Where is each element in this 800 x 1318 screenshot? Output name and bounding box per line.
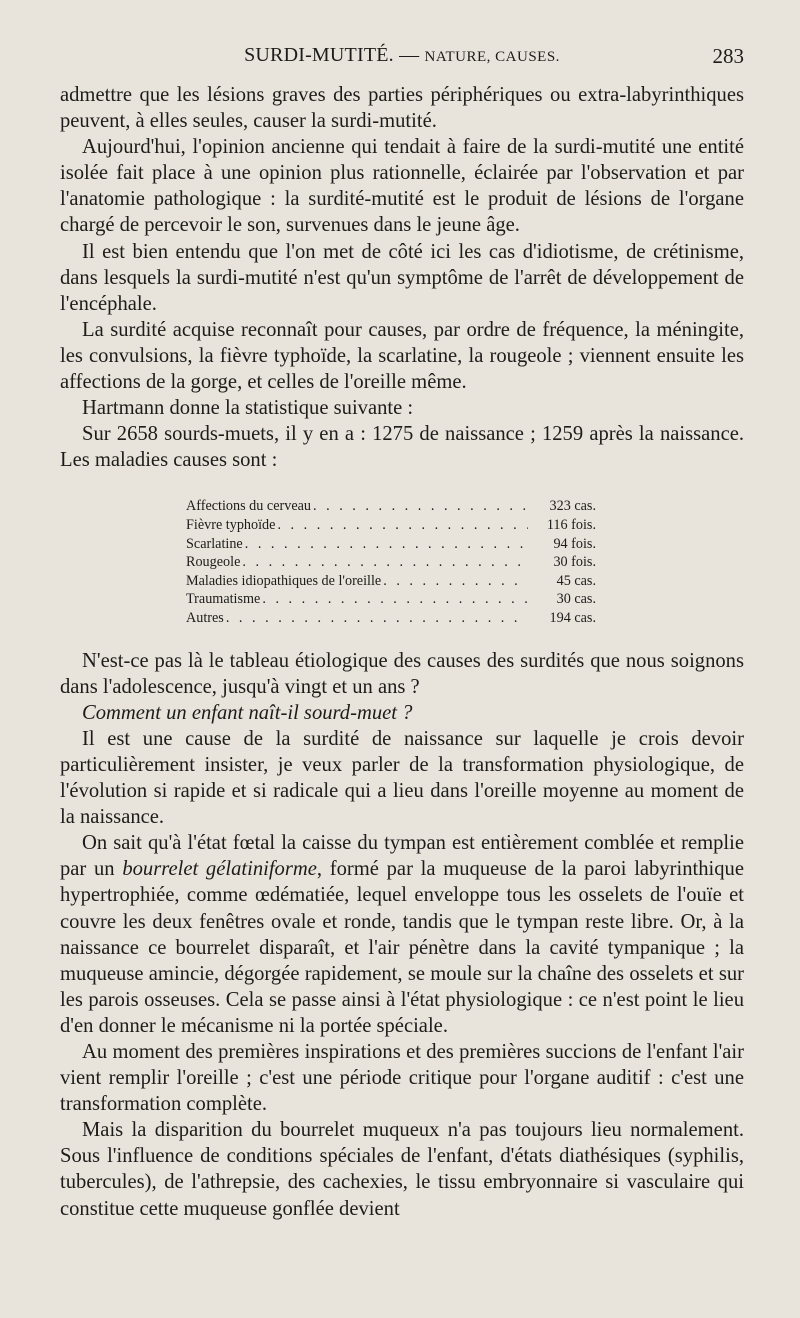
page-header: [60, 44, 744, 78]
stat-value: 94 fois.: [553, 535, 596, 552]
paragraph-birth-cause: Il est une cause de la surdité de naissance sur laquelle je crois devoir particulièrement insister, je veux parler de la transformation physiologique, de l'évolution si rapide et si radicale qui a lieu dans l'oreille moyenne au moment de la naissance.: [60, 727, 744, 829]
paragraph-continuation: admettre que les lésions graves des parties périphériques ou extra-labyrinthiques peuvent, à elles seules, causer la surdi-mutité.: [60, 84, 744, 133]
stat-label: Scarlatine: [186, 535, 243, 552]
stat-value: 194 cas.: [549, 609, 596, 626]
section-question: [60, 700, 744, 726]
stat-row: [186, 609, 596, 628]
leader-dots: [311, 497, 528, 516]
leader-dots: [243, 535, 528, 554]
paragraph-etiology: N'est-ce pas là le tableau étiologique des causes des surdités que nous soignons dans l'adolescence, jusqu'à vingt et un ans ?: [60, 649, 744, 698]
stat-label: Traumatisme: [186, 591, 261, 608]
stat-row: [186, 535, 596, 554]
foetal-text-before: On sait qu'à l'état fœtal la caisse du tympan est entièrement comblée et remplie par un: [60, 832, 744, 881]
page-body: [60, 82, 744, 1222]
stat-label: Fièvre typhoïde: [186, 517, 276, 533]
paragraph-hartmann: Hartmann donne la statistique suivante :: [82, 397, 414, 420]
running-head-subtitle: NATURE, CAUSES.: [424, 49, 560, 65]
paragraph-idiotism: Il est bien entendu que l'on met de côté ici les cas d'idiotisme, de crétinisme, dans lesquels la surdi-mutité n'est qu'un symptôme de l'arrêt de développement de l'encéphale.: [60, 240, 744, 315]
paragraph-causes: La surdité acquise reconnaît pour causes, par ordre de fréquence, la méningite, les convulsions, la fièvre typhoïde, la scarlatine, la rougeole ; viennent ensuite les affections de la gorge, et celles de l'oreille même.: [60, 318, 744, 394]
stat-row: [186, 590, 596, 609]
running-head: [60, 44, 744, 67]
foetal-emphasis: bourrelet gélatiniforme: [122, 858, 317, 881]
running-head-dash: —: [399, 44, 420, 66]
leader-dots: [240, 553, 528, 572]
leader-dots: [381, 572, 528, 591]
running-head-title: SURDI-MUTITÉ.: [244, 44, 394, 66]
stat-value: 323 cas.: [549, 498, 596, 515]
leader-dots: [224, 609, 528, 628]
stat-value: 30 cas.: [556, 591, 596, 608]
paragraph-foetal: [60, 830, 744, 1039]
paragraph-deaf-mutes: Sur 2658 sourds-muets, il y en a : 1275 de naissance ; 1259 après la naissance. Les maladies causes sont :: [60, 423, 744, 472]
leader-dots: [275, 516, 528, 535]
stat-row: [186, 516, 596, 535]
stat-label: Rougeole: [186, 554, 241, 571]
paragraph-first-breath: Au moment des premières inspirations et des premières succions de l'enfant l'air vient remplir l'oreille ; c'est une période critique pour l'organe auditif : c'est une transformation complète.: [60, 1040, 744, 1116]
stat-label: Affections du cerveau: [186, 498, 312, 515]
page-number: 283: [712, 44, 744, 68]
section-question-text: Comment un enfant naît-il sourd-muet ?: [82, 701, 413, 724]
paragraph-opinion: Aujourd'hui, l'opinion ancienne qui tendait à faire de la surdi-mutité une entité isolée fait place à une opinion plus rationnelle, éclairée par l'observation et par l'anatomie pathologique : la surdité-mutité est le produit de lésions de l'organe chargé de percevoir le son, survenues dans le jeune âge.: [60, 136, 744, 237]
statistics-table: [186, 497, 596, 627]
leader-dots: [260, 590, 528, 609]
stat-value: 30 fois.: [553, 554, 596, 571]
stat-value: 45 cas.: [556, 572, 596, 589]
stat-label: Autres: [186, 609, 224, 626]
stat-row: [186, 497, 596, 516]
paragraph-abnormal: Mais la disparition du bourrelet muqueux n'a pas toujours lieu normalement. Sous l'influence de conditions spéciales de l'enfant, d'états diathésiques (syphilis, tubercules), de l'athrepsie, des cachexies, le tissu embryonnaire si vasculaire qui constitue cette muqueuse gonflée devient: [60, 1119, 744, 1220]
stat-label: Maladies idiopathiques de l'oreille: [186, 572, 382, 589]
stat-row: [186, 553, 596, 572]
stat-value: 116 fois.: [546, 517, 596, 533]
stat-row: [186, 572, 596, 591]
foetal-text-after: , formé par la muqueuse de la paroi labyrinthique hypertrophiée, comme œdématiée, lequel enveloppe tous les osselets de l'ouïe et couvre les deux fenêtres ovale et ronde, tandis que le tympan reste libre. Or, à la naissance ce bourrelet disparaît, et l'air pénètre dans la cavité tympanique ; la muqueuse amincie, dégorgée rapidement, se moule sur la chaîne des osselets et sur les parois osseuses. Cela se passe ainsi à l'état physiologique : ce n'est point le lieu d'en donner le mécanisme ni la portée spéciale.: [60, 858, 744, 1037]
